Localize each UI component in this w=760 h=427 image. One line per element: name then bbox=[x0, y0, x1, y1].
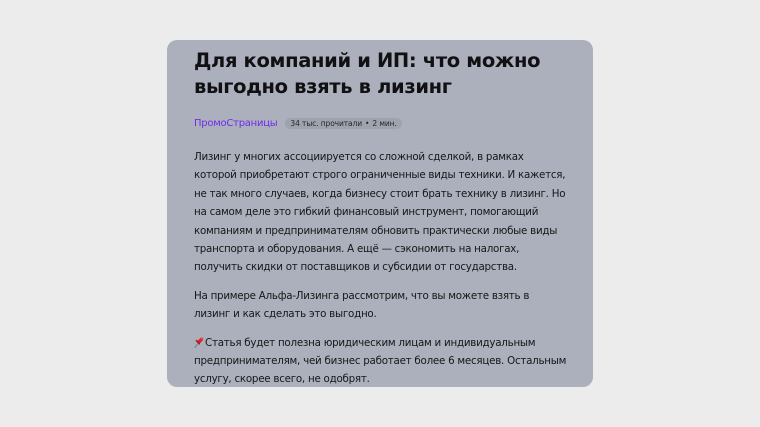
meta-separator: • bbox=[365, 118, 370, 128]
paragraph-example: На примере Альфа-Лизинга рассмотрим, что вы можете взять в лизинг и как сделать это выгодно. bbox=[194, 289, 530, 321]
paragraph-intro: Лизинг у многих ассоциируется со сложной сделкой, в рамках которой приобретают строго ограниченные виды техники. И кажется, не так много случаев, когда бизнесу стоит брать технику в лизинг. Но на самом деле это гибкий финансовый инструмент, помогающий компаниям и предпринимателям обновить практически любые виды транспорта и оборудования. А ещё — сэкономить на налогах, получить скидки от поставщиков и субсидии от государства. bbox=[194, 151, 566, 274]
publisher-link[interactable]: ПромоСтраницы bbox=[194, 117, 278, 129]
note-text: Статья будет полезна юридическим лицам и индивидуальным предпринимателям, чей бизнес работает более 6 месяцев. Остальным услугу, скорее всего, не одобрят. bbox=[194, 336, 567, 386]
pushpin-icon bbox=[194, 336, 204, 348]
article-card bbox=[167, 40, 593, 387]
reads-badge bbox=[285, 118, 401, 129]
paragraph-note bbox=[194, 334, 567, 387]
article-title[interactable]: Для компаний и ИП: что можно выгодно взять в лизинг bbox=[194, 49, 541, 98]
article-body bbox=[194, 148, 567, 387]
article-meta bbox=[194, 115, 567, 131]
reads-count: 34 тыс. прочитали bbox=[290, 118, 363, 128]
read-time: 2 мин. bbox=[372, 118, 397, 128]
